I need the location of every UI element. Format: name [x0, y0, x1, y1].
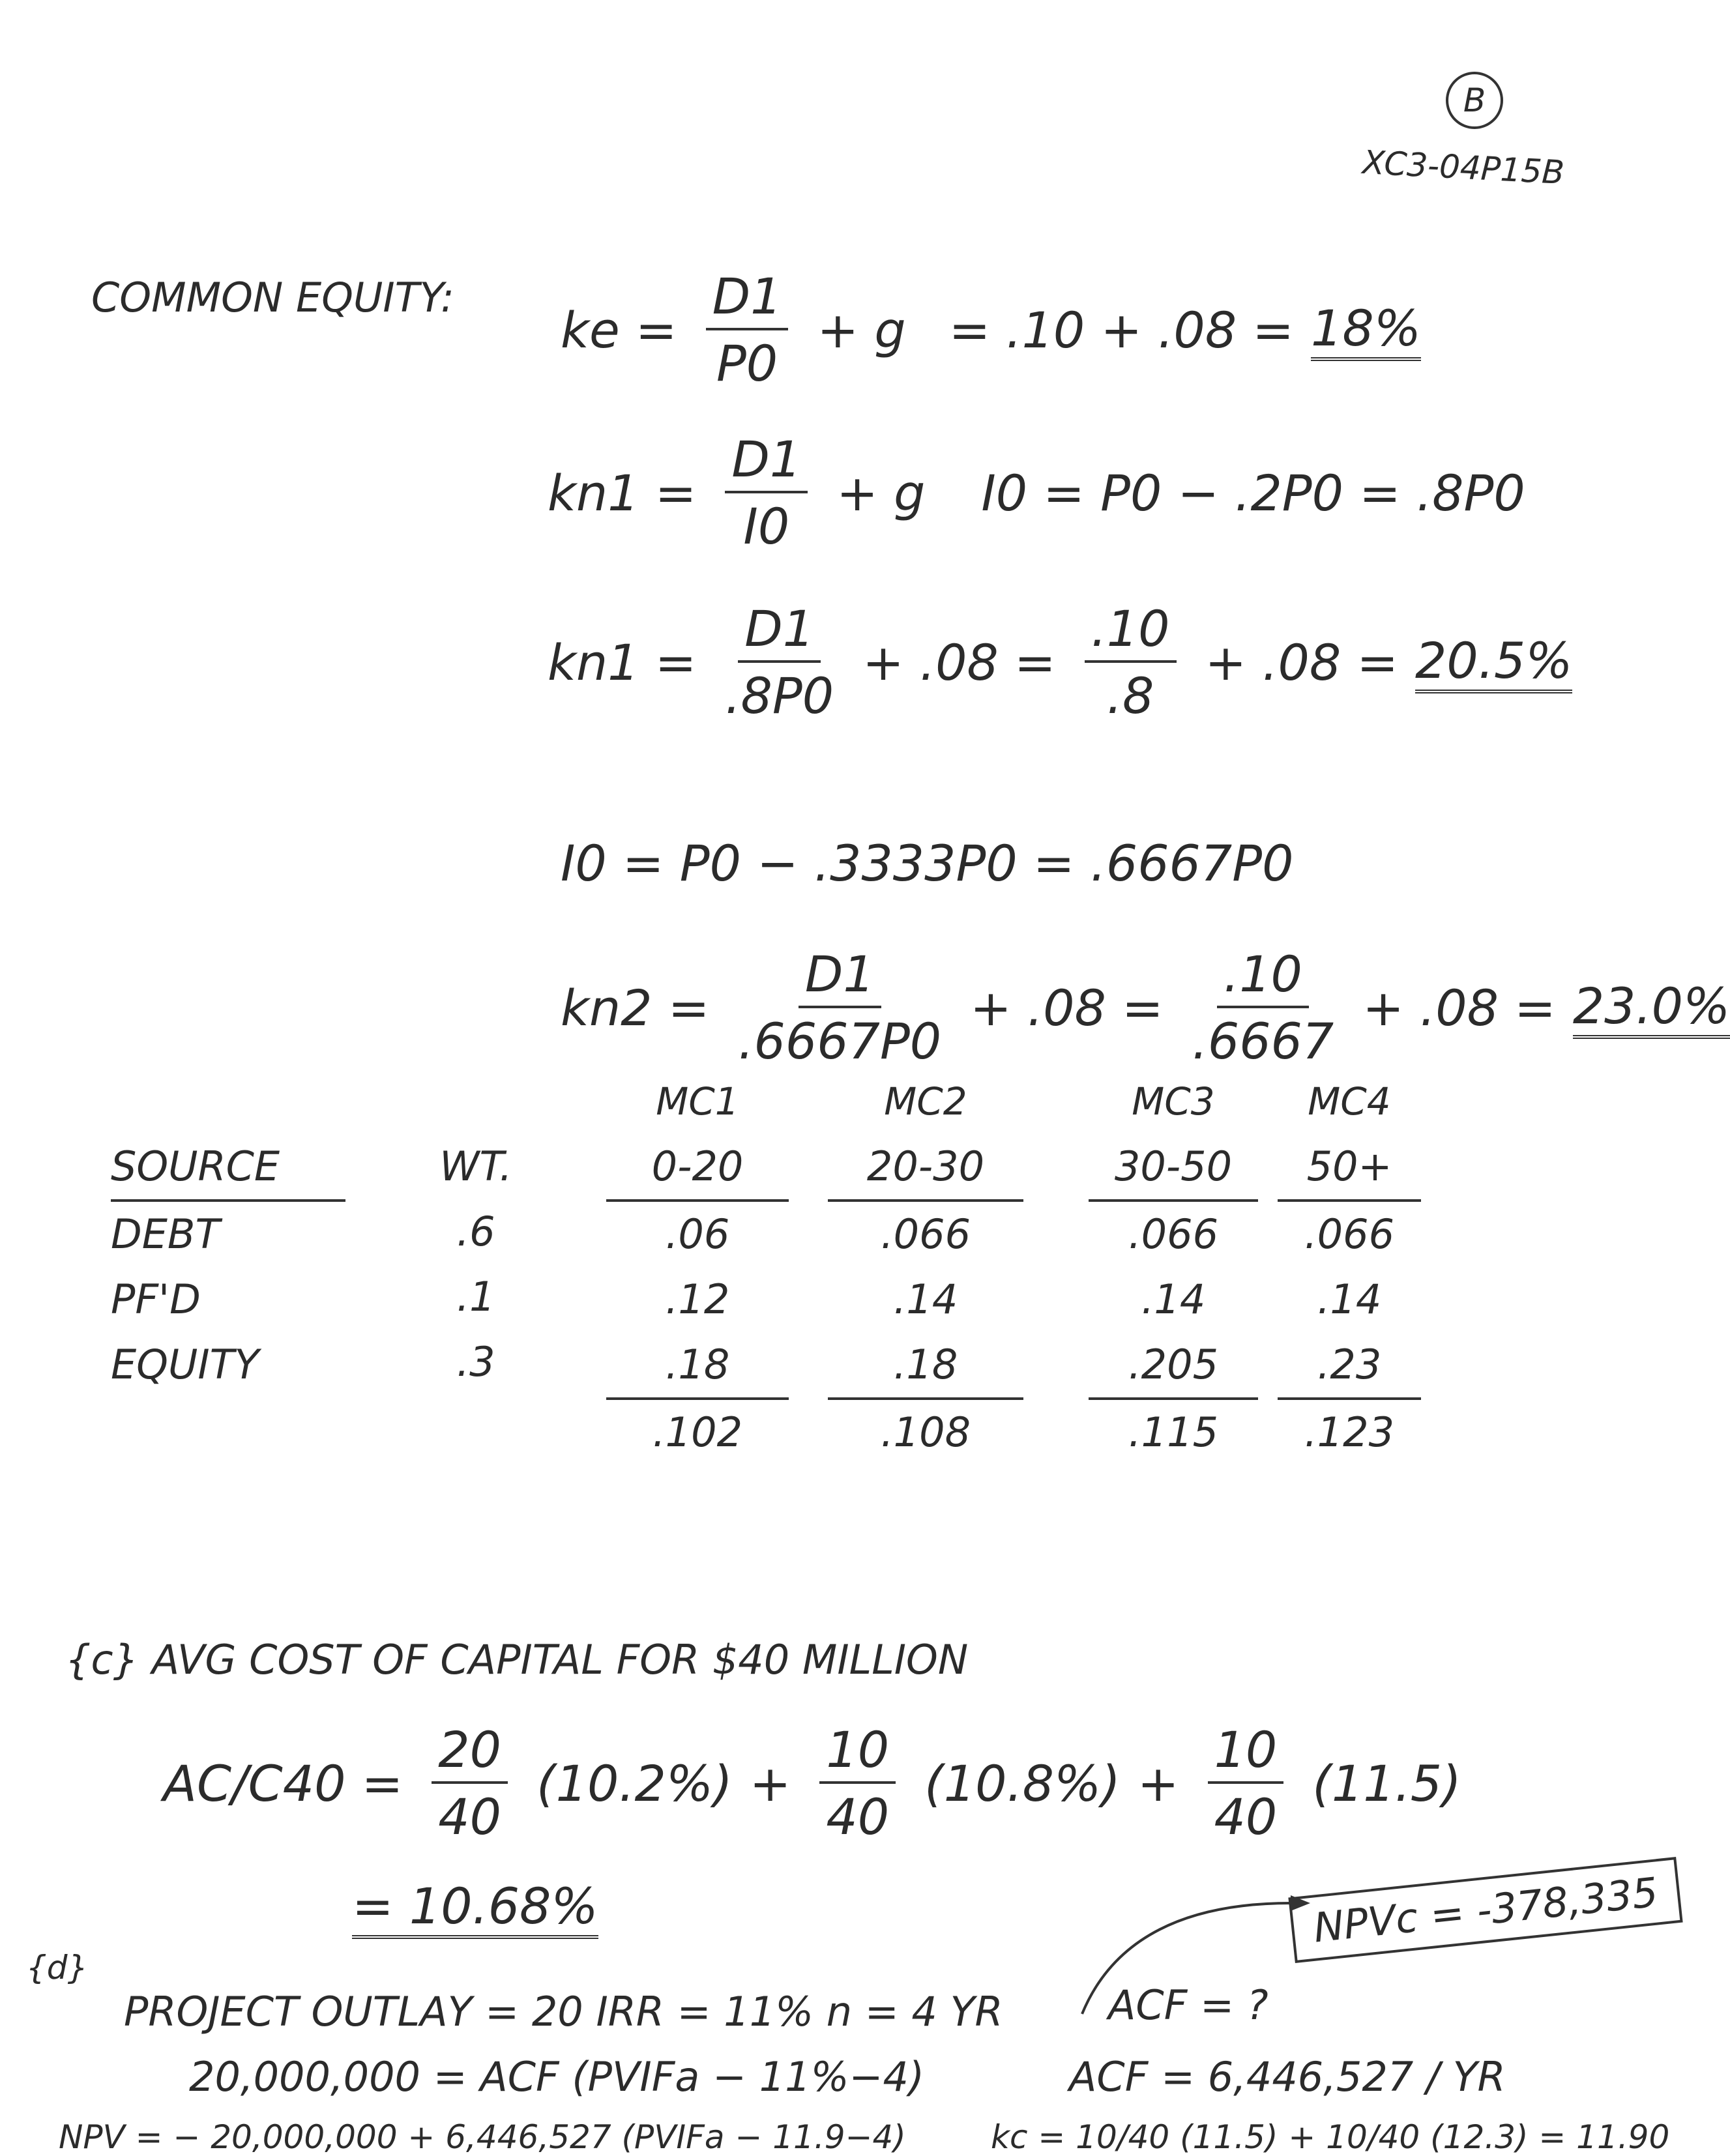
doc-code: XC3-04P15B: [1361, 143, 1566, 192]
kn1-def-num: D1: [725, 430, 808, 493]
avg-cost-result: = 10.68%: [352, 1877, 598, 1939]
npv-equation: NPV = − 20,000,000 + 6,446,527 (PVIFa − 11.9−4): [59, 2118, 906, 2156]
table-mc3-column: [1089, 1069, 1258, 1465]
kn2-mid: + .08 =: [970, 978, 1164, 1037]
ke-calc: = .10 + .08 =: [948, 300, 1294, 359]
table-row-wt: .6: [456, 1208, 495, 1255]
kn1-calc-den: .8P0: [725, 667, 834, 725]
term3-fraction: [1208, 1721, 1284, 1846]
kn2-fraction: [738, 945, 941, 1070]
mc2-pfd: .14: [893, 1275, 958, 1323]
kn1-calc-mid: + .08 =: [862, 633, 1056, 692]
npv-box: [1291, 1868, 1680, 1952]
mc4-name: MC4: [1308, 1079, 1391, 1124]
part-d-label: {d}: [26, 1949, 89, 1987]
io-second-definition: I0 = P0 − .3333P0 = .6667P0: [561, 834, 1294, 892]
term2-value: (10.8%): [924, 1754, 1121, 1813]
acf-question: ACF = ?: [1108, 1981, 1268, 2029]
circled-letter-text: B: [1463, 81, 1486, 119]
term3-value: (11.5): [1312, 1754, 1461, 1813]
table-mc2-column: [828, 1069, 1023, 1465]
kn2-fraction2: [1192, 945, 1334, 1070]
table-row-wt: .1: [456, 1273, 495, 1320]
kn1-calc-num: D1: [738, 600, 821, 663]
kn2-num2: .10: [1217, 945, 1309, 1008]
kn1-calc-tail: + .08 =: [1205, 633, 1399, 692]
table-row-source: PF'D: [111, 1275, 201, 1323]
table-mc1-column: [606, 1069, 789, 1465]
kn1-calc-num2: .10: [1085, 600, 1177, 663]
mc4-debt: .066: [1304, 1210, 1395, 1258]
mc2-debt: .066: [880, 1210, 971, 1258]
mc3-equity: .205: [1089, 1332, 1258, 1400]
kn2-den: .6667P0: [738, 1012, 942, 1070]
kn1-calc-lhs: kn1 =: [548, 633, 697, 692]
kn2-num: D1: [799, 945, 881, 1008]
mc3-total: .115: [1128, 1408, 1219, 1456]
term3-num: 10: [1208, 1721, 1284, 1784]
ke-fraction: [706, 267, 789, 392]
kn2-result: 23.0%: [1573, 977, 1730, 1039]
table-header-wt: WT.: [439, 1143, 512, 1190]
kn1-result: 20.5%: [1415, 632, 1572, 693]
kn2-calculation: [561, 945, 1730, 1070]
kn1-def-lhs: kn1 =: [548, 463, 697, 522]
term2-den: 40: [826, 1788, 890, 1846]
mc3-range: 30-50: [1089, 1134, 1258, 1202]
part-c-heading: {c} AVG COST OF CAPITAL FOR $40 MILLION: [65, 1636, 969, 1683]
term1-den: 40: [438, 1788, 501, 1846]
io-definition: I0 = P0 − .2P0 = .8P0: [981, 463, 1525, 522]
mc3-pfd: .14: [1141, 1275, 1206, 1323]
npv-box-text: NPVc = -378,335: [1288, 1857, 1683, 1963]
ke-tail: + g: [817, 300, 906, 359]
mc2-name: MC2: [884, 1079, 967, 1124]
table-header-source: SOURCE: [111, 1134, 345, 1202]
project-outlay-line: PROJECT OUTLAY = 20 IRR = 11% n = 4 YR: [124, 1988, 1003, 2035]
kc-equation: kc = 10/40 (11.5) + 10/40 (12.3) = 11.90: [991, 2118, 1670, 2156]
table-weight-column: [417, 1134, 535, 1395]
kn2-den2: .6667: [1192, 1012, 1334, 1070]
ke-lhs: ke =: [561, 300, 677, 359]
table-mc4-column: [1278, 1069, 1421, 1465]
ke-den: P0: [716, 334, 778, 392]
mc1-pfd: .12: [665, 1275, 730, 1323]
mc2-range: 20-30: [828, 1134, 1023, 1202]
circled-letter: [1446, 72, 1503, 129]
term1-num: 20: [432, 1721, 508, 1784]
kn2-lhs: kn2 =: [561, 978, 710, 1037]
mc1-debt: .06: [665, 1210, 730, 1258]
avg-cost-equation: [163, 1721, 1461, 1846]
kn1-def-tail: + g: [836, 463, 926, 522]
table-row-source: EQUITY: [111, 1341, 259, 1388]
mc3-debt: .066: [1128, 1210, 1219, 1258]
pvifa-equation: 20,000,000 = ACF (PVIFa − 11%−4): [189, 2053, 925, 2101]
term1-fraction: [432, 1721, 508, 1846]
mc2-equity: .18: [828, 1332, 1023, 1400]
mc3-name: MC3: [1132, 1079, 1215, 1124]
kn1-def-den: I0: [743, 497, 790, 555]
kn1-calculation: [548, 600, 1572, 725]
kn1-def-fraction: [725, 430, 808, 555]
mc1-range: 0-20: [606, 1134, 789, 1202]
acf-result: ACF = 6,446,527 / YR: [1069, 2053, 1506, 2101]
kn1-calc-fraction: [725, 600, 834, 725]
plus-sign: +: [1137, 1754, 1179, 1813]
table-row-source: DEBT: [111, 1210, 220, 1258]
ke-equation: [561, 267, 1421, 392]
plus-sign: +: [749, 1754, 791, 1813]
ke-num: D1: [706, 267, 789, 330]
mc1-name: MC1: [656, 1079, 739, 1124]
mc4-equity: .23: [1278, 1332, 1421, 1400]
kn1-definition: [548, 430, 1525, 555]
kn2-tail: + .08 =: [1362, 978, 1556, 1037]
avg-cost-lhs: AC/C40 =: [163, 1754, 403, 1813]
mc1-total: .102: [652, 1408, 743, 1456]
mc4-range: 50+: [1278, 1134, 1421, 1202]
mc1-equity: .18: [606, 1332, 789, 1400]
kn1-calc-fraction2: [1085, 600, 1177, 725]
table-source-column: [111, 1134, 345, 1397]
table-row-wt: .3: [456, 1338, 495, 1386]
ke-result: 18%: [1311, 299, 1421, 361]
term2-num: 10: [819, 1721, 896, 1784]
common-equity-label: COMMON EQUITY:: [91, 274, 454, 321]
term2-fraction: [819, 1721, 896, 1846]
mc4-total: .123: [1304, 1408, 1395, 1456]
mc4-pfd: .14: [1317, 1275, 1382, 1323]
term1-value: (10.2%): [536, 1754, 733, 1813]
kn1-calc-den2: .8: [1106, 667, 1154, 725]
mc2-total: .108: [880, 1408, 971, 1456]
term3-den: 40: [1214, 1788, 1278, 1846]
